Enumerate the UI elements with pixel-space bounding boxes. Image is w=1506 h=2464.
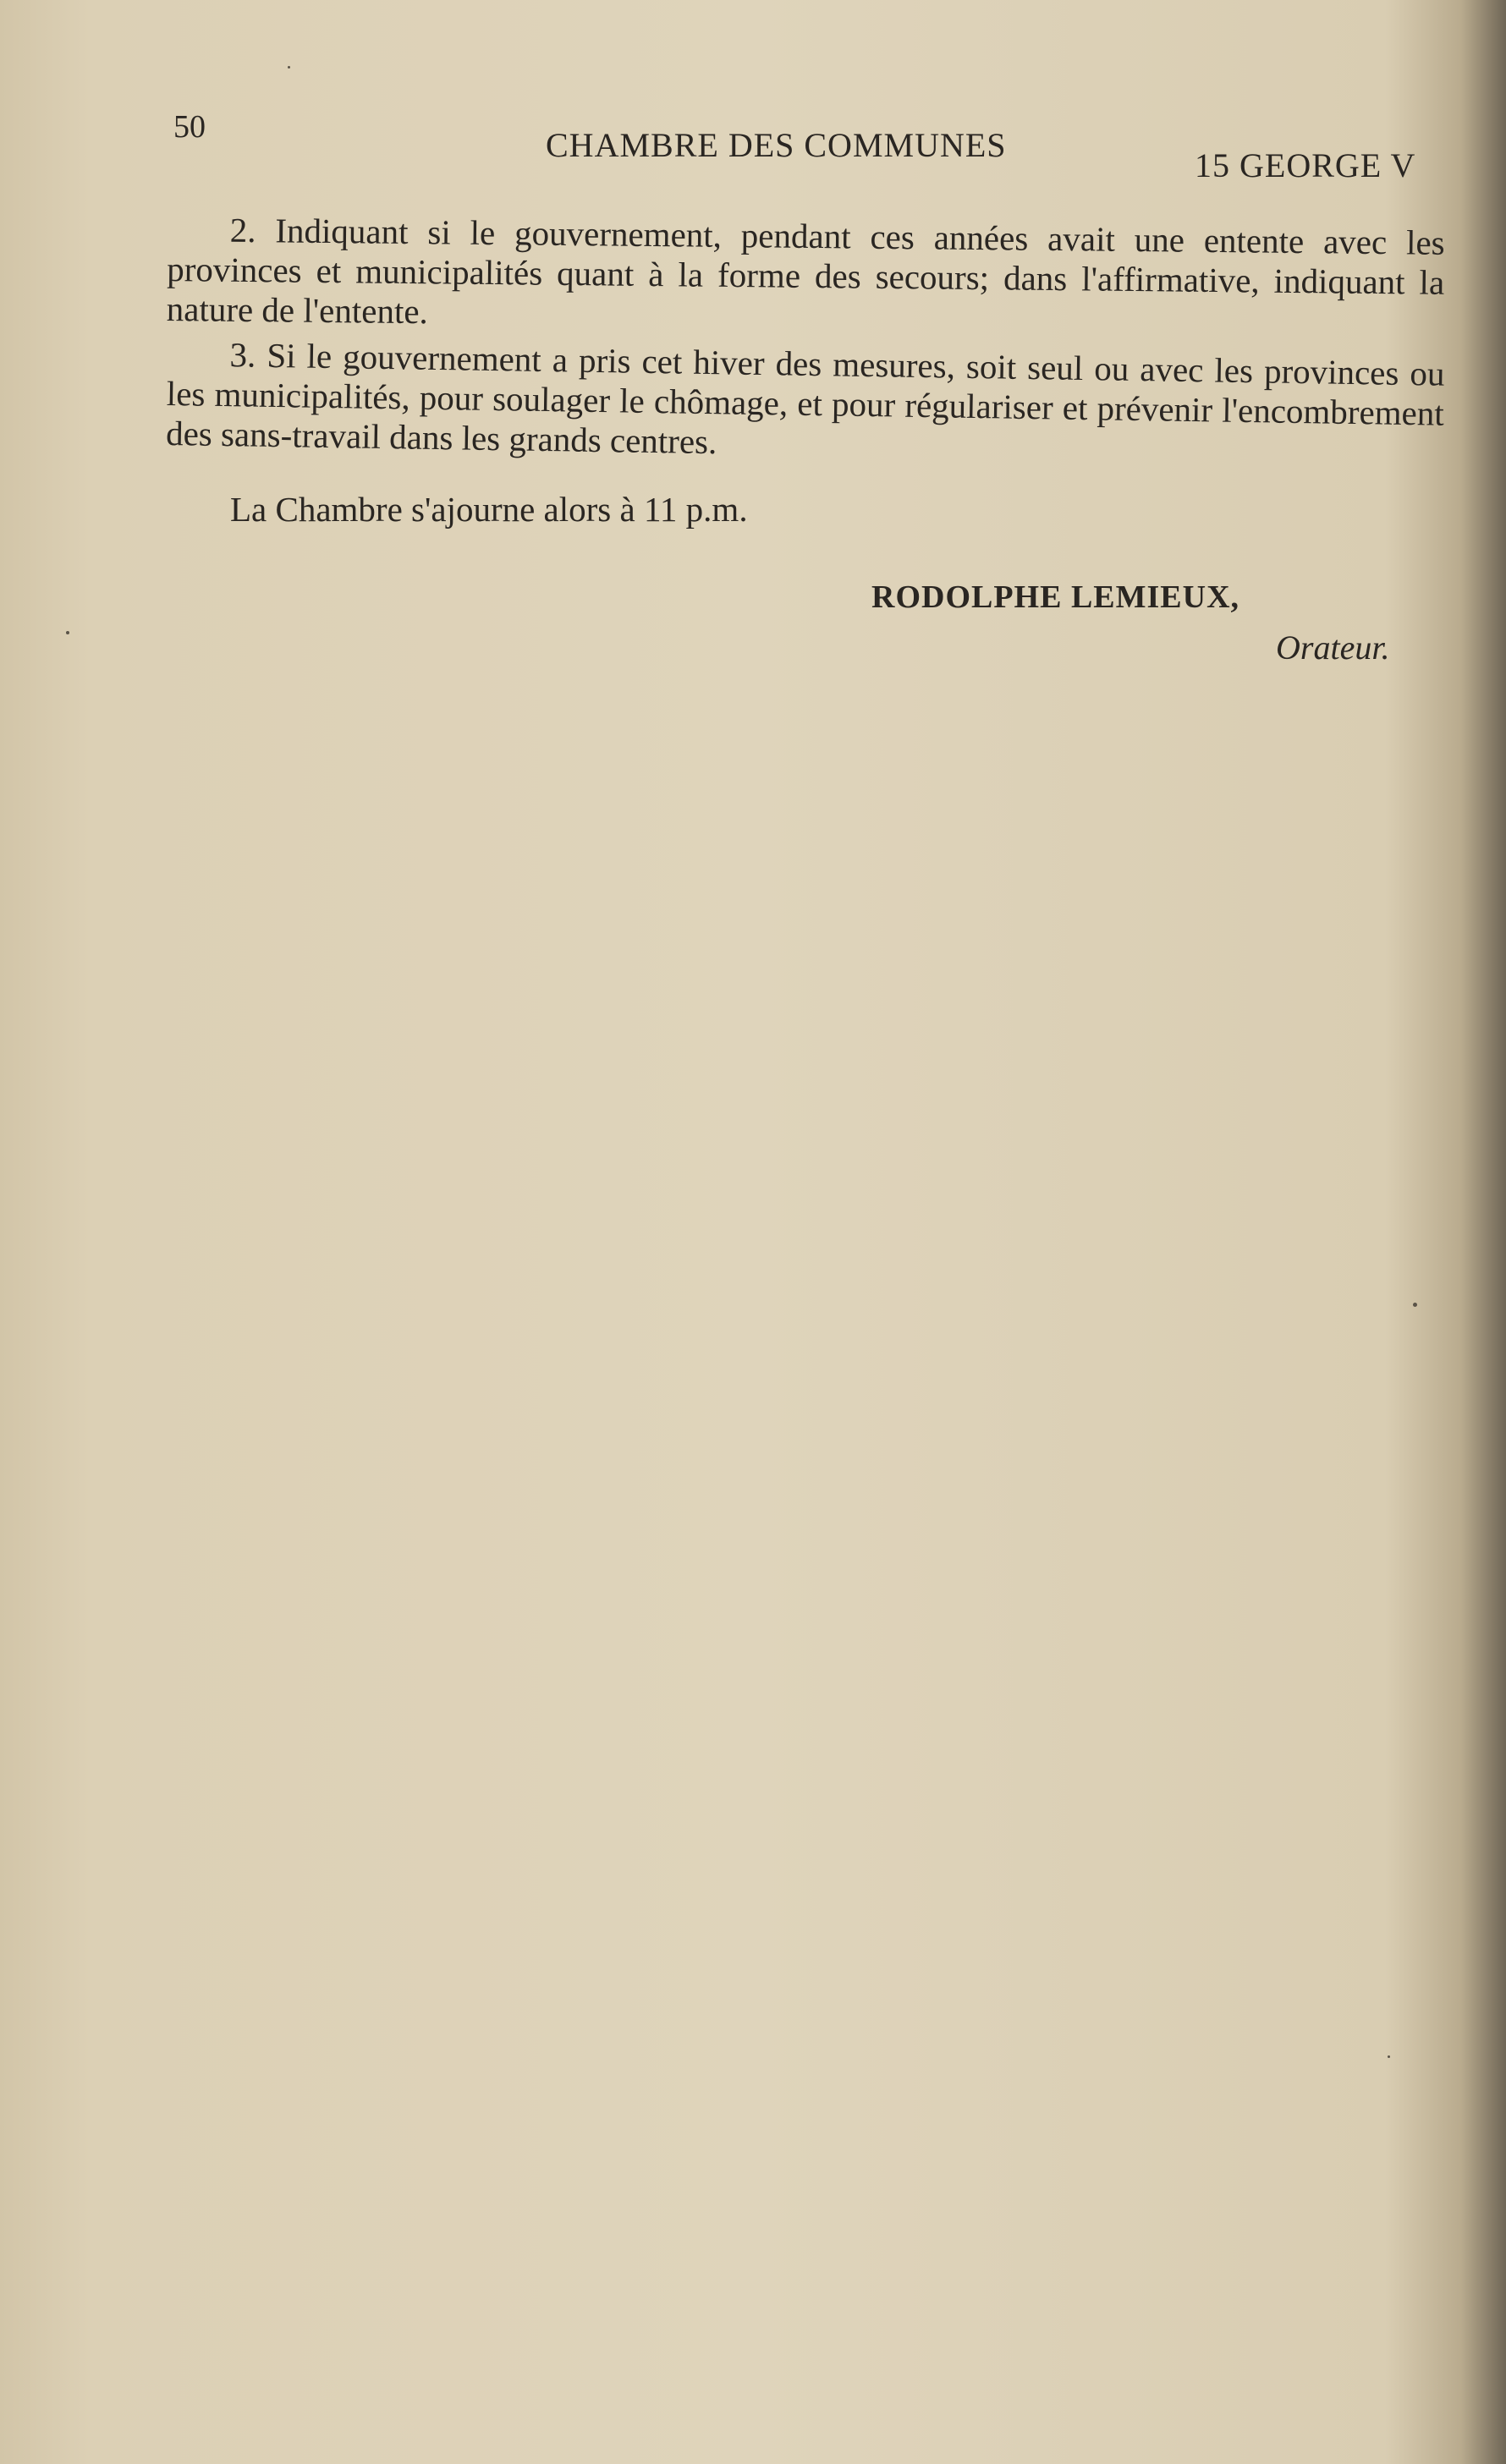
session-label: 15 GEORGE V — [1195, 146, 1416, 184]
page-number: 50 — [173, 109, 206, 145]
paragraph-text: 3. Si le gouvernement a pris cet hiver des mesures, soit seul ou avec les provinces ou les municipalités, pour soulager le chômage, et pour régulariser et prévenir l'encombrement des sans-travail dans les grands centres. — [165, 335, 1445, 462]
speaker-title: Orateur. — [1276, 628, 1390, 667]
speaker-signature: RODOLPHE LEMIEUX, — [871, 579, 1240, 615]
paper-speck — [1413, 1303, 1417, 1307]
running-title: CHAMBRE DES COMMUNES — [546, 126, 1007, 164]
paragraph-text: 2. Indiquant si le gouvernement, pendant ces années avait une entente avec les provinces et municipalités quant à la forme des secours; dans l'affirmative, indiquant la nature de l'entente. — [166, 210, 1445, 332]
paper-speck — [288, 66, 290, 69]
adjournment-line: La Chambre s'ajourne alors à 11 p.m. — [230, 490, 748, 529]
paper-speck — [66, 631, 69, 634]
paper-speck — [1388, 2055, 1390, 2058]
question-2-paragraph — [167, 210, 1445, 343]
question-3-paragraph — [166, 334, 1445, 474]
page-header — [0, 108, 1506, 184]
